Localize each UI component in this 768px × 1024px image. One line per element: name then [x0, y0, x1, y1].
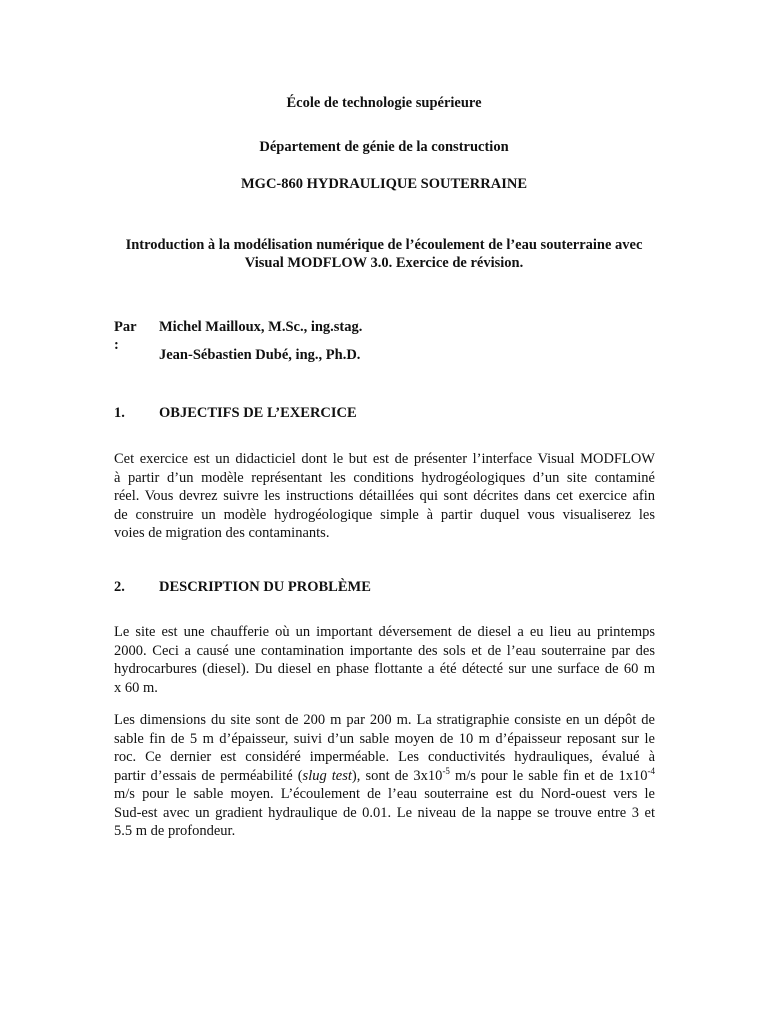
authors-label: Par : — [114, 319, 137, 353]
school-name: École de technologie supérieure — [286, 95, 482, 111]
author-2: Jean-Sébastien Dubé, ing., Ph.D. — [159, 347, 361, 363]
text-fragment: ), sont de 3x10 — [351, 767, 443, 784]
paragraph-line: m/s pour le sable moyen. L’écoulement de l’eau souterraine est du Nord-ouest vers le — [114, 786, 655, 802]
text-fragment: partir d’essais de perméabilité ( — [114, 767, 303, 784]
italic-term: slug test — [302, 767, 352, 784]
paragraph-line: de construire un modèle hydrogéologique simple à partir duquel vous visualiserez les — [114, 506, 655, 523]
author-1: Michel Mailloux, M.Sc., ing.stag. — [159, 319, 363, 335]
paragraph-line: sable fin de 5 m d’épaisseur, suivi d’un sable moyen de 10 m d’épaisseur reposant sur le — [114, 730, 655, 747]
section-2-paragraph-1 — [114, 623, 655, 697]
paragraph-line: 5.5 m de profondeur. — [114, 823, 236, 839]
course-title: MGC-860 HYDRAULIQUE SOUTERRAINE — [241, 176, 527, 192]
section-1-title: OBJECTIFS DE L’EXERCICE — [159, 405, 357, 421]
paragraph-line: Le site est une chaufferie où un important déversement de diesel a eu lieu au printemps — [114, 624, 655, 640]
paragraph-line: 2000. Ceci a causé une contamination importante des sols et de l’eau souterraine par des — [114, 642, 655, 659]
paragraph-line: Sud-est avec un gradient hydraulique de 0.01. Le niveau de la nappe se trouve entre 3 et — [114, 804, 655, 821]
department-name: Département de génie de la construction — [259, 139, 509, 155]
section-2-number: 2. — [114, 579, 125, 595]
section-2-title: DESCRIPTION DU PROBLÈME — [159, 579, 371, 595]
paragraph-line: hydrocarbures (diesel). Du diesel en phase flottante a été détecté sur une surface de 60 m — [114, 661, 655, 677]
paragraph-line: x 60 m. — [114, 679, 158, 696]
paragraph-line: Les dimensions du site sont de 200 m par 200 m. La stratigraphie consiste en un dépôt de — [114, 712, 655, 728]
paragraph-line: Cet exercice est un didacticiel dont le but est de présenter l’interface Visual MODFLOW — [114, 451, 655, 467]
exponent: -4 — [647, 765, 655, 776]
section-2-paragraph-2 — [114, 711, 655, 841]
document-title-line-1: Introduction à la modélisation numérique de l’écoulement de l’eau souterraine avec — [125, 237, 643, 253]
section-1-number: 1. — [114, 405, 125, 421]
paragraph-line: réel. Vous devrez suivre les instructions détaillées qui sont décrites dans cet exercice afin — [114, 488, 655, 504]
paragraph-line-with-exponents — [114, 767, 655, 786]
paragraph-line: voies de migration des contaminants. — [114, 525, 330, 541]
exponent: -5 — [442, 765, 450, 776]
paragraph-line: à partir d’un modèle représentant les conditions hydrogéologiques d’un site contaminé — [114, 469, 655, 486]
paragraph-line: roc. Ce dernier est considéré imperméable. Les conductivités hydrauliques, évalué à — [114, 749, 655, 765]
section-1-paragraph — [114, 450, 655, 543]
text-fragment: m/s pour le sable fin et de 1x10 — [449, 767, 648, 784]
document-title-line-2: Visual MODFLOW 3.0. Exercice de révision. — [244, 255, 524, 271]
document-title — [90, 236, 678, 272]
